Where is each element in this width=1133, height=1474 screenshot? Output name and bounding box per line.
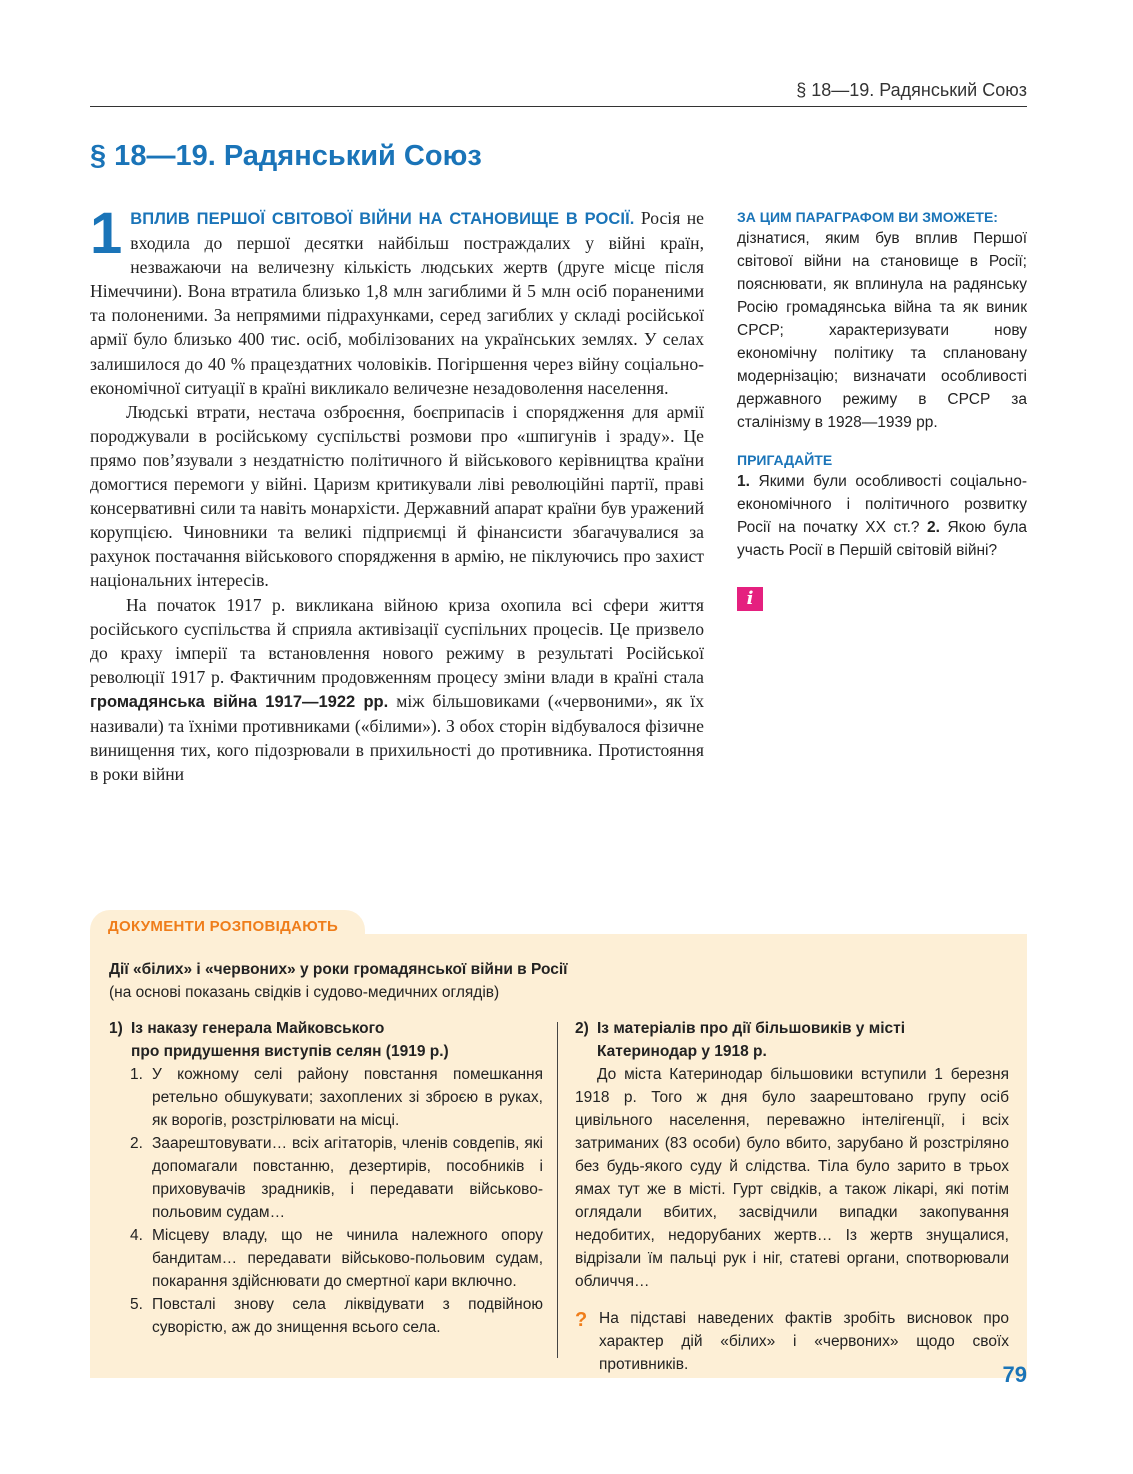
- list-item-text: У кожному селі району повстання помешкання ретельно обшукувати; захоплених зі зброєю в руках, як ворогів, розстрілювати на місці.: [152, 1066, 543, 1129]
- running-header: § 18—19. Радянський Союз: [796, 80, 1027, 100]
- paragraph-3-text-a: На початок 1917 р. викликана війною криза охопила всі сфери життя російського суспільства й сприяла активізації суспільних процесів. Це призвело до краху імперії та встановлення нового режиму в результаті Російської революції 1917 р. Фактичним продовженням процесу зміни влади в країні стала: [90, 594, 704, 687]
- question-mark-icon: ?: [575, 1309, 588, 1331]
- source-2-number: 2): [575, 1020, 589, 1037]
- list-item: [109, 1293, 543, 1339]
- page-number: 79: [1002, 1362, 1027, 1387]
- source-2-heading-line2: Катеринодар у 1918 р.: [597, 1043, 767, 1060]
- column-divider: [557, 1022, 558, 1358]
- list-item-text: Заарештовувати… всіх агітаторів, членів совдепів, які допомагали повстанню, дезертирів, пособників і приховувачів зрадників, і передавати військово-польовим судам…: [152, 1135, 543, 1221]
- list-item-number: 1.: [130, 1066, 143, 1083]
- source-2-heading: [575, 1017, 1009, 1040]
- task-question-text: На підставі наведених фактів зробіть висновок про характер дій «білих» і «червоних» щодо своїх противників.: [599, 1310, 1009, 1373]
- recall-q2-number: 2.: [927, 519, 940, 536]
- source-1-column: [109, 1017, 543, 1339]
- recall-questions: [737, 470, 1027, 562]
- task-question: [575, 1307, 1009, 1376]
- paragraph-1: [90, 201, 704, 400]
- recall-heading: ПРИГАДАЙТЕ: [737, 452, 833, 468]
- list-item-number: 2.: [130, 1135, 143, 1152]
- list-item: [109, 1063, 543, 1132]
- source-1-heading: [109, 1017, 543, 1040]
- recall-q2-text: Якою була участь Росії в Першій світовій війні?: [737, 519, 1027, 559]
- documents-title: Дії «білих» і «червоних» у роки громадянської війни в Росії: [109, 961, 568, 978]
- order-items-list: [109, 1063, 543, 1339]
- list-item-text: Місцеву владу, що не чинила належного опору бандитам… передавати військово-польовим судам, покарання здійснювати до смертної кари включно.: [152, 1227, 543, 1290]
- list-item-text: Повсталі знову села ліквідувати з подвійною суворістю, аж до знищення всього села.: [152, 1296, 543, 1336]
- recall-q1-text: Якими були особливості соціально-економічного і політичного розвитку Росії на початку ХХ ст.?: [737, 473, 1027, 536]
- main-text-column: [90, 201, 704, 786]
- source-2-heading-line1: Із матеріалів про дії більшовиків у місті: [597, 1020, 906, 1037]
- sidebar: [737, 207, 1027, 562]
- header-rule: [90, 106, 1027, 107]
- recall-q1-number: 1.: [737, 473, 750, 490]
- source-1-number: 1): [109, 1020, 123, 1037]
- list-item-number: 5.: [130, 1296, 143, 1313]
- paragraph-3: [90, 593, 704, 787]
- paragraph-3-text-b: між більшовиками («червоними», як їх називали) та їхніми противниками («білими»). З обох сторін відбувалося фізичне винищення тих, кого підозрювали в прихильності до противника. Протистояння в роки війни: [90, 690, 704, 785]
- section-number-dropcap: 1: [90, 201, 123, 266]
- list-item-number: 4.: [130, 1227, 143, 1244]
- paragraph-2: Людські втрати, нестача озброєння, боєприпасів і спорядження для армії породжували в російському суспільстві розмови про «шпигунів і зраду». Це прямо пов’язували з нездатністю політичного й військового керівництва країни домогтися перемоги у війні. Царизм критикували ліві революційні партії, праві консервативні сили та навіть монархісти. Державний апарат країни був уражений корупцією. Чиновники та великі підприємці й фінансисти збагачувалися за рахунок постачання військового спорядження в армію, не піклуючись про захист національних інтересів.: [90, 401, 704, 591]
- goals-text: дізнатися, яким був вплив Першої світової війни на становище в Росії; пояснювати, як вплинула на радянську Росію громадянська війна та як виник СРСР; характеризувати нову економічну політику та сплановану модернізацію; визначати особливості державного режиму в СРСР за сталінізму в 1928—1939 рр.: [737, 230, 1027, 431]
- info-icon[interactable]: i: [737, 587, 763, 611]
- documents-subtitle: (на основі показань свідків і судово-медичних оглядів): [109, 984, 500, 1001]
- source-1-heading-line2: про придушення виступів селян (1919 р.): [131, 1043, 449, 1060]
- paragraph-1-text: Росія не входила до першої десятки найбільш постраждалих у війні країн, незважаючи на величезну кількість людських жертв (друге місце після Німеччини). Вона втратила близько 1,8 млн загиблими й 5 млн осіб пораненими та полоненими. За непрямими підрахунками, серед загиблих у складі російської армії було близько 400 тис. осіб, мобілізованих на українських землях. У селах залишилося до 40 % працездатних чоловіків. Погіршення через війну соціально-економічної ситуації в країні викликало величезне незадоволення населення.: [90, 208, 704, 398]
- key-term-civil-war: громадянська війна 1917—1922 рр.: [90, 692, 389, 711]
- source-2-column: [575, 1017, 1009, 1376]
- list-item: [109, 1224, 543, 1293]
- source-1-heading-line1: Із наказу генерала Майковського: [131, 1020, 385, 1037]
- page-title: § 18—19. Радянський Союз: [90, 140, 482, 172]
- source-2-text: До міста Катеринодар більшовики вступили 1 березня 1918 р. Того ж дня було заарештовано групу осіб цивільного населення, переважно інтелігенції, і всіх затриманих (83 особи) було вбито, зарубано й розстріляно без будь-якого суду й слідства. Тіла було зарито в трьох ямах тут же в місті. Гурт свідків, а також лікарі, які потім оглядали вбитих, засвідчили випадки закопування недобитих, недорубаних жертв… Із жертв знущалися, відрізали їм пальці рук і ніг, статеві органи, спотворювали обличчя…: [575, 1066, 1009, 1290]
- documents-tab-label: ДОКУМЕНТИ РОЗПОВІДАЮТЬ: [108, 918, 339, 935]
- section-heading: ВПЛИВ ПЕРШОЇ СВІТОВОЇ ВІЙНИ НА СТАНОВИЩЕ В РОСІЇ.: [130, 210, 635, 228]
- list-item: [109, 1132, 543, 1224]
- goals-heading: ЗА ЦИМ ПАРАГРАФОМ ВИ ЗМОЖЕТЕ:: [737, 209, 998, 225]
